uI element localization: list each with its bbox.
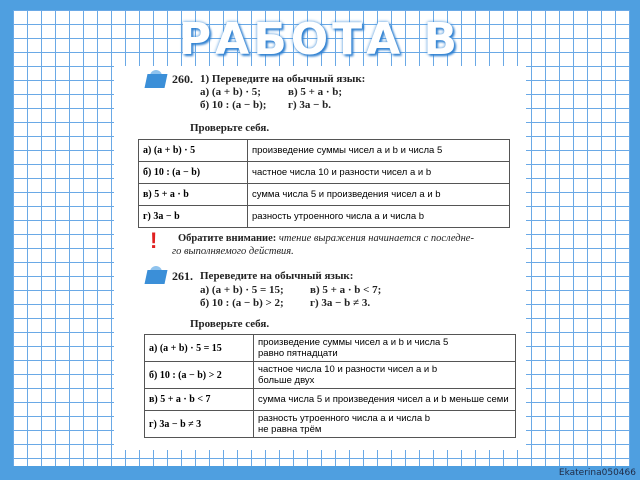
task-260-icon [146,70,166,88]
task-261-item-g: г) 3a − b ≠ 3. [310,297,371,309]
table-row [145,411,516,438]
task-261-item-v: в) 5 + a · b < 7; [310,284,382,296]
note-line-1 [178,232,474,245]
table-row [139,206,510,228]
table-row [139,184,510,206]
expr-cell: а) (a + b) · 5 = 15 [145,335,254,362]
note-lead: Обратите внимание: [178,233,277,244]
answer-cell: сумма числа 5 и произведения чисел a и b [248,184,510,206]
task-261-heading: Переведите на обычный язык: [200,270,354,282]
answer-cell: частное числа 10 и разности чисел a и b [248,162,510,184]
watermark: Ekaterina050466 [558,468,636,478]
answer-line-1: разность утроенного числа a и числа b [258,413,431,424]
slide-title: РАБОТА В [178,14,462,65]
expr-cell: б) 10 : (a − b) > 2 [145,362,254,389]
expr-cell: а) (a + b) · 5 [139,140,248,162]
task-260-item-g: г) 3a − b. [288,99,332,111]
table-row [145,389,516,411]
table-row [145,335,516,362]
task-260-item-v: в) 5 + a · b; [288,86,343,98]
task-260-number: 260. [172,72,193,86]
expr-cell: б) 10 : (a − b) [139,162,248,184]
task-261-item-a: а) (a + b) · 5 = 15; [200,284,284,296]
task-260-item-a: а) (a + b) · 5; [200,86,261,98]
table-row [139,162,510,184]
exclamation-icon: ! [150,228,158,253]
table-row [145,362,516,389]
answer-cell [254,411,516,438]
task-260-item-b: б) 10 : (a − b); [200,99,267,111]
answer-line-1: частное числа 10 и разности чисел a и b [258,364,438,375]
expr-cell: в) 5 + a · b [139,184,248,206]
answer-cell [254,362,516,389]
answer-line-1: произведение суммы чисел a и b и числа 5 [258,337,449,348]
task-261-number: 261. [172,269,193,283]
answer-cell: произведение суммы чисел a и b и числа 5 [248,140,510,162]
answer-cell [254,335,516,362]
answer-line-2: не равна трём [258,424,322,435]
note-text-1: чтение выражения начинается с последне- [278,233,474,244]
answer-line-1: сумма числа 5 и произведения чисел a и b меньше семи [258,394,509,405]
textbook-page [114,66,526,450]
answer-line-2: больше двух [258,375,315,386]
table-row [139,140,510,162]
answer-line-2: равно пятнадцати [258,348,338,359]
expr-cell: г) 3a − b [139,206,248,228]
task-261-item-b: б) 10 : (a − b) > 2; [200,297,284,309]
expr-cell: в) 5 + a · b < 7 [145,389,254,411]
expr-cell: г) 3a − b ≠ 3 [145,411,254,438]
task-260-heading: 1) Переведите на обычный язык: [200,73,366,85]
task-260-check-label: Проверьте себя. [190,122,270,134]
task-261-check-label: Проверьте себя. [190,318,270,330]
task-261-icon [146,266,166,284]
note-line-2: го выполняемого действия. [172,246,294,257]
answer-cell [254,389,516,411]
task-261-answer-table [144,334,516,438]
answer-cell: разность утроенного числа a и числа b [248,206,510,228]
task-260-answer-table [138,139,510,228]
